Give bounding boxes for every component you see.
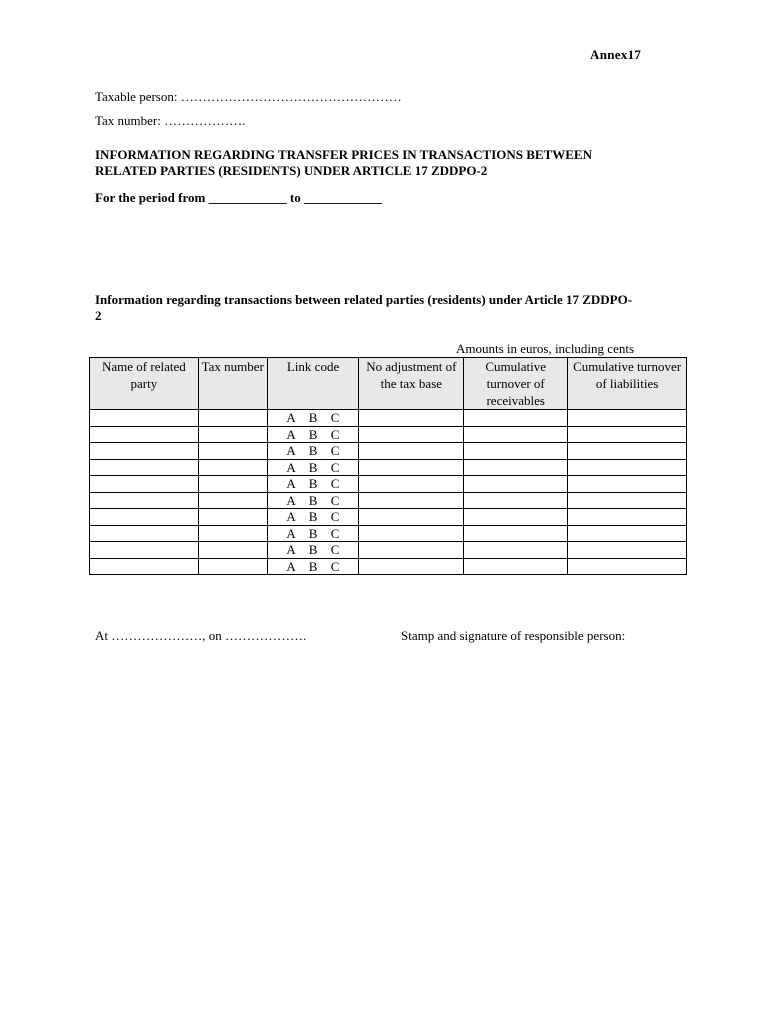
table-header-row: [90, 358, 687, 410]
table-row: [90, 509, 687, 526]
cell-related-party[interactable]: [90, 558, 199, 575]
table-row: [90, 459, 687, 476]
stamp-signature-line: Stamp and signature of responsible person:: [401, 628, 626, 643]
taxable-person-line: Taxable person: ……………………………………………: [95, 89, 402, 104]
link-code-option[interactable]: C: [330, 410, 340, 426]
cell-tax-number[interactable]: [198, 525, 267, 542]
cell-link-code: [267, 542, 359, 559]
cell-tax-number[interactable]: [198, 443, 267, 460]
cell-related-party[interactable]: [90, 525, 199, 542]
cell-liabilities[interactable]: [568, 476, 687, 493]
cell-tax-number[interactable]: [198, 492, 267, 509]
table-row: [90, 410, 687, 427]
table-row: [90, 492, 687, 509]
link-code-option[interactable]: A: [286, 492, 296, 508]
link-code-option[interactable]: B: [308, 459, 318, 475]
cell-liabilities[interactable]: [568, 509, 687, 526]
place-date-line: At …………………, on ……………….: [95, 628, 307, 643]
table-body: [90, 410, 687, 575]
cell-no-adjustment[interactable]: [359, 492, 464, 509]
amounts-note: Amounts in euros, including cents: [456, 341, 635, 356]
section-subtitle: Information regarding transactions between related parties (residents) under Article 17 ZDDPO-2: [95, 292, 633, 323]
cell-liabilities[interactable]: [568, 426, 687, 443]
cell-link-code: [267, 426, 359, 443]
link-code-option[interactable]: C: [330, 558, 340, 574]
cell-no-adjustment[interactable]: [359, 426, 464, 443]
tax-number-line: Tax number: ……………….: [95, 113, 246, 128]
link-code-option[interactable]: A: [286, 410, 296, 426]
cell-liabilities[interactable]: [568, 492, 687, 509]
cell-no-adjustment[interactable]: [359, 542, 464, 559]
cell-link-code: [267, 443, 359, 460]
cell-no-adjustment[interactable]: [359, 525, 464, 542]
cell-no-adjustment[interactable]: [359, 443, 464, 460]
table-row: [90, 558, 687, 575]
cell-tax-number[interactable]: [198, 476, 267, 493]
header-tax-number: Tax number: [198, 358, 267, 410]
cell-related-party[interactable]: [90, 492, 199, 509]
cell-no-adjustment[interactable]: [359, 410, 464, 427]
cell-tax-number[interactable]: [198, 426, 267, 443]
link-code-option[interactable]: A: [286, 443, 296, 459]
cell-receivables[interactable]: [464, 492, 568, 509]
link-code-option[interactable]: C: [330, 426, 340, 442]
header-name-of-related-party: Name of related party: [90, 358, 199, 410]
link-code-option[interactable]: C: [330, 492, 340, 508]
cell-related-party[interactable]: [90, 476, 199, 493]
link-code-option[interactable]: B: [308, 525, 318, 541]
annex-label: Annex17: [590, 47, 642, 62]
cell-liabilities[interactable]: [568, 459, 687, 476]
period-line: For the period from ____________ to ____________: [95, 190, 382, 205]
link-code-option[interactable]: A: [286, 542, 296, 558]
header-turnover-liabilities: Cumulative turnover of liabilities: [568, 358, 687, 410]
cell-tax-number[interactable]: [198, 558, 267, 575]
link-code-option[interactable]: A: [286, 525, 296, 541]
header-turnover-receivables: Cumulative turnover of receivables: [464, 358, 568, 410]
cell-receivables[interactable]: [464, 426, 568, 443]
cell-no-adjustment[interactable]: [359, 509, 464, 526]
cell-related-party[interactable]: [90, 459, 199, 476]
cell-related-party[interactable]: [90, 443, 199, 460]
cell-related-party[interactable]: [90, 426, 199, 443]
link-code-option[interactable]: A: [286, 558, 296, 574]
cell-liabilities[interactable]: [568, 443, 687, 460]
cell-liabilities[interactable]: [568, 542, 687, 559]
link-code-option[interactable]: C: [330, 542, 340, 558]
cell-link-code: [267, 476, 359, 493]
cell-receivables[interactable]: [464, 459, 568, 476]
document-title: INFORMATION REGARDING TRANSFER PRICES IN TRANSACTIONS BETWEEN RELATED PARTIES (RESIDENTS) UNDER ARTICLE 17 ZDDPO-2: [95, 147, 592, 178]
cell-link-code: [267, 410, 359, 427]
link-code-option[interactable]: C: [330, 459, 340, 475]
cell-tax-number[interactable]: [198, 542, 267, 559]
cell-no-adjustment[interactable]: [359, 459, 464, 476]
cell-link-code: [267, 492, 359, 509]
table-row: [90, 525, 687, 542]
table-row: [90, 542, 687, 559]
cell-receivables[interactable]: [464, 476, 568, 493]
table-row: [90, 443, 687, 460]
link-code-option[interactable]: C: [330, 443, 340, 459]
link-code-option[interactable]: B: [308, 410, 318, 426]
cell-link-code: [267, 558, 359, 575]
link-code-option[interactable]: A: [286, 459, 296, 475]
cell-receivables[interactable]: [464, 509, 568, 526]
cell-liabilities[interactable]: [568, 525, 687, 542]
header-link-code: Link code: [267, 358, 359, 410]
link-code-option[interactable]: B: [308, 476, 318, 492]
cell-liabilities[interactable]: [568, 558, 687, 575]
cell-related-party[interactable]: [90, 410, 199, 427]
link-code-option[interactable]: B: [308, 492, 318, 508]
link-code-option[interactable]: A: [286, 476, 296, 492]
table-row: [90, 476, 687, 493]
cell-receivables[interactable]: [464, 410, 568, 427]
link-code-option[interactable]: A: [286, 426, 296, 442]
cell-receivables[interactable]: [464, 525, 568, 542]
table-row: [90, 426, 687, 443]
cell-receivables[interactable]: [464, 558, 568, 575]
cell-liabilities[interactable]: [568, 410, 687, 427]
link-code-option[interactable]: C: [330, 525, 340, 541]
link-code-option[interactable]: C: [330, 476, 340, 492]
link-code-option[interactable]: B: [308, 542, 318, 558]
transactions-table: [89, 357, 687, 575]
cell-link-code: [267, 525, 359, 542]
cell-no-adjustment[interactable]: [359, 558, 464, 575]
cell-tax-number[interactable]: [198, 509, 267, 526]
cell-receivables[interactable]: [464, 443, 568, 460]
link-code-option[interactable]: B: [308, 558, 318, 574]
cell-no-adjustment[interactable]: [359, 476, 464, 493]
cell-link-code: [267, 459, 359, 476]
header-no-adjustment: No adjustment of the tax base: [359, 358, 464, 410]
link-code-option[interactable]: B: [308, 426, 318, 442]
cell-link-code: [267, 509, 359, 526]
cell-receivables[interactable]: [464, 542, 568, 559]
cell-tax-number[interactable]: [198, 459, 267, 476]
link-code-option[interactable]: C: [330, 509, 340, 525]
cell-related-party[interactable]: [90, 542, 199, 559]
link-code-option[interactable]: A: [286, 509, 296, 525]
link-code-option[interactable]: B: [308, 443, 318, 459]
link-code-option[interactable]: B: [308, 509, 318, 525]
cell-related-party[interactable]: [90, 509, 199, 526]
cell-tax-number[interactable]: [198, 410, 267, 427]
